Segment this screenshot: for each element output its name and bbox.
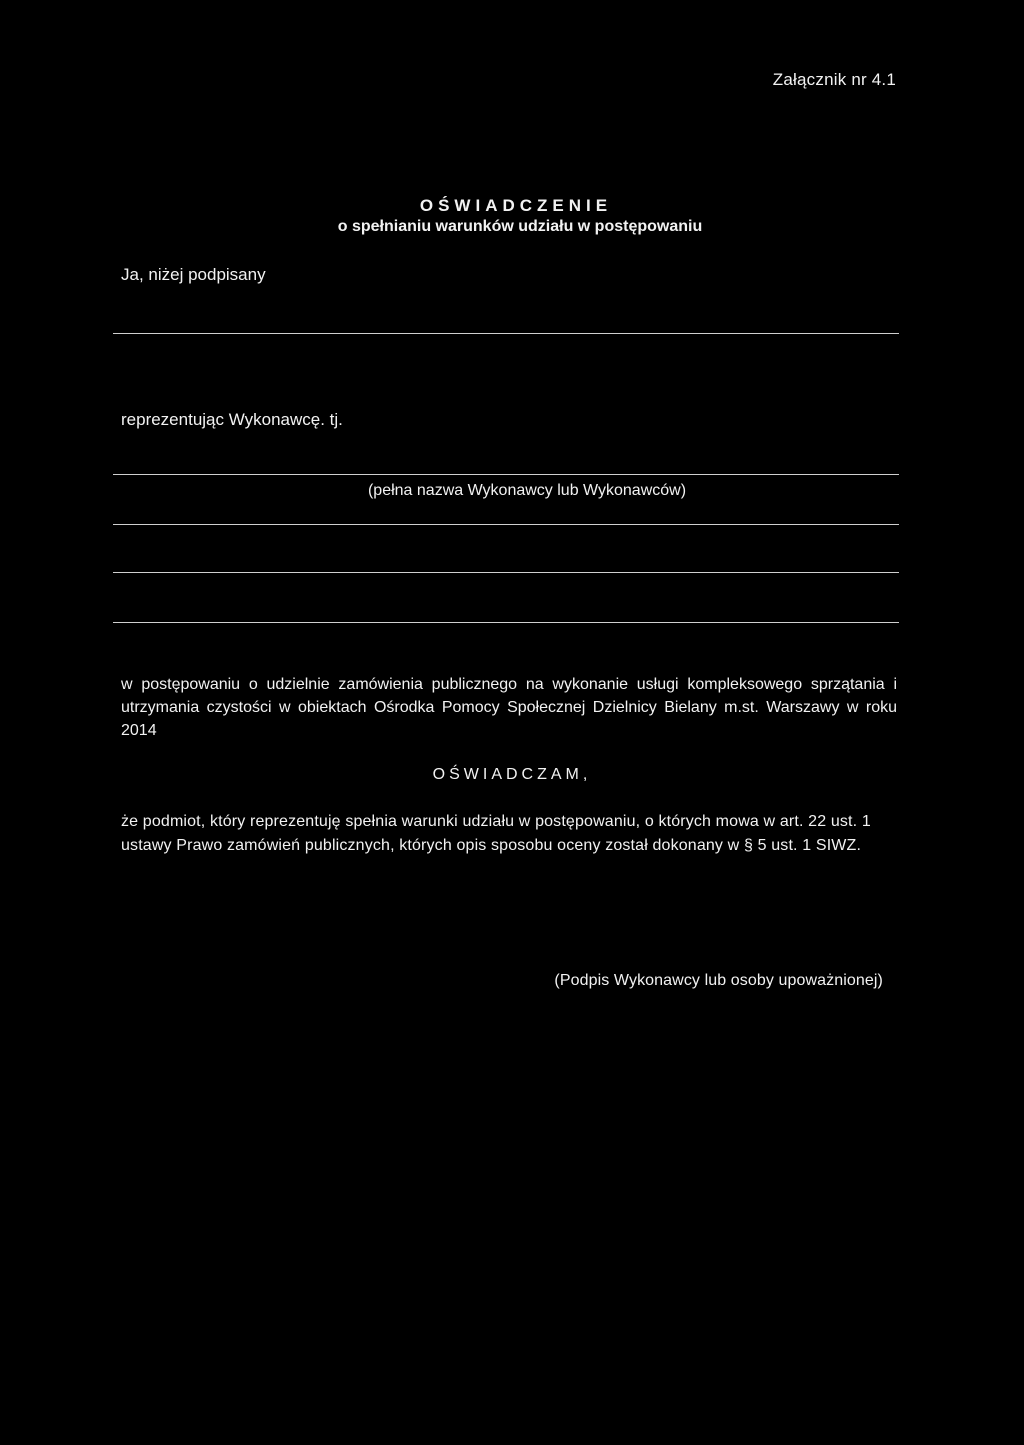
contractor-name-line-1 bbox=[113, 474, 899, 475]
contractor-name-caption: (pełna nazwa Wykonawcy lub Wykonawców) bbox=[367, 482, 687, 499]
procurement-paragraph: w postępowaniu o udzielnie zamówienia publicznego na wykonanie usługi kompleksowego sprzątania i utrzymania czystości w obiektach Ośrodka Pomocy Społecznej Dzielnicy Bielany m.st. Warszawy w roku 2014 bbox=[121, 676, 897, 739]
signatory-intro: Ja, niżej podpisany bbox=[121, 265, 266, 284]
document-title: OŚWIADCZENIE bbox=[419, 196, 613, 215]
contractor-name-line-2 bbox=[113, 524, 899, 525]
contractor-name-line-4 bbox=[113, 622, 899, 623]
document-subtitle: o spełnianiu warunków udziału w postępowaniu bbox=[337, 218, 703, 235]
signature-caption: (Podpis Wykonawcy lub osoby upoważnionej) bbox=[554, 972, 883, 989]
attachment-label: Załącznik nr 4.1 bbox=[772, 70, 896, 89]
declaration-statement: że podmiot, który reprezentuję spełnia warunki udziału w postępowaniu, o których mowa w art. 22 ust. 1 ustawy Prawo zamówień publicznych, których opis sposobu oceny został dokonany w § 5 ust. 1 SIWZ. bbox=[121, 813, 871, 854]
contractor-name-line-3 bbox=[113, 572, 899, 573]
declaration-heading: OŚWIADCZAM, bbox=[432, 766, 592, 783]
signatory-name-line bbox=[113, 333, 899, 334]
representing-label: reprezentując Wykonawcę. tj. bbox=[121, 410, 343, 429]
